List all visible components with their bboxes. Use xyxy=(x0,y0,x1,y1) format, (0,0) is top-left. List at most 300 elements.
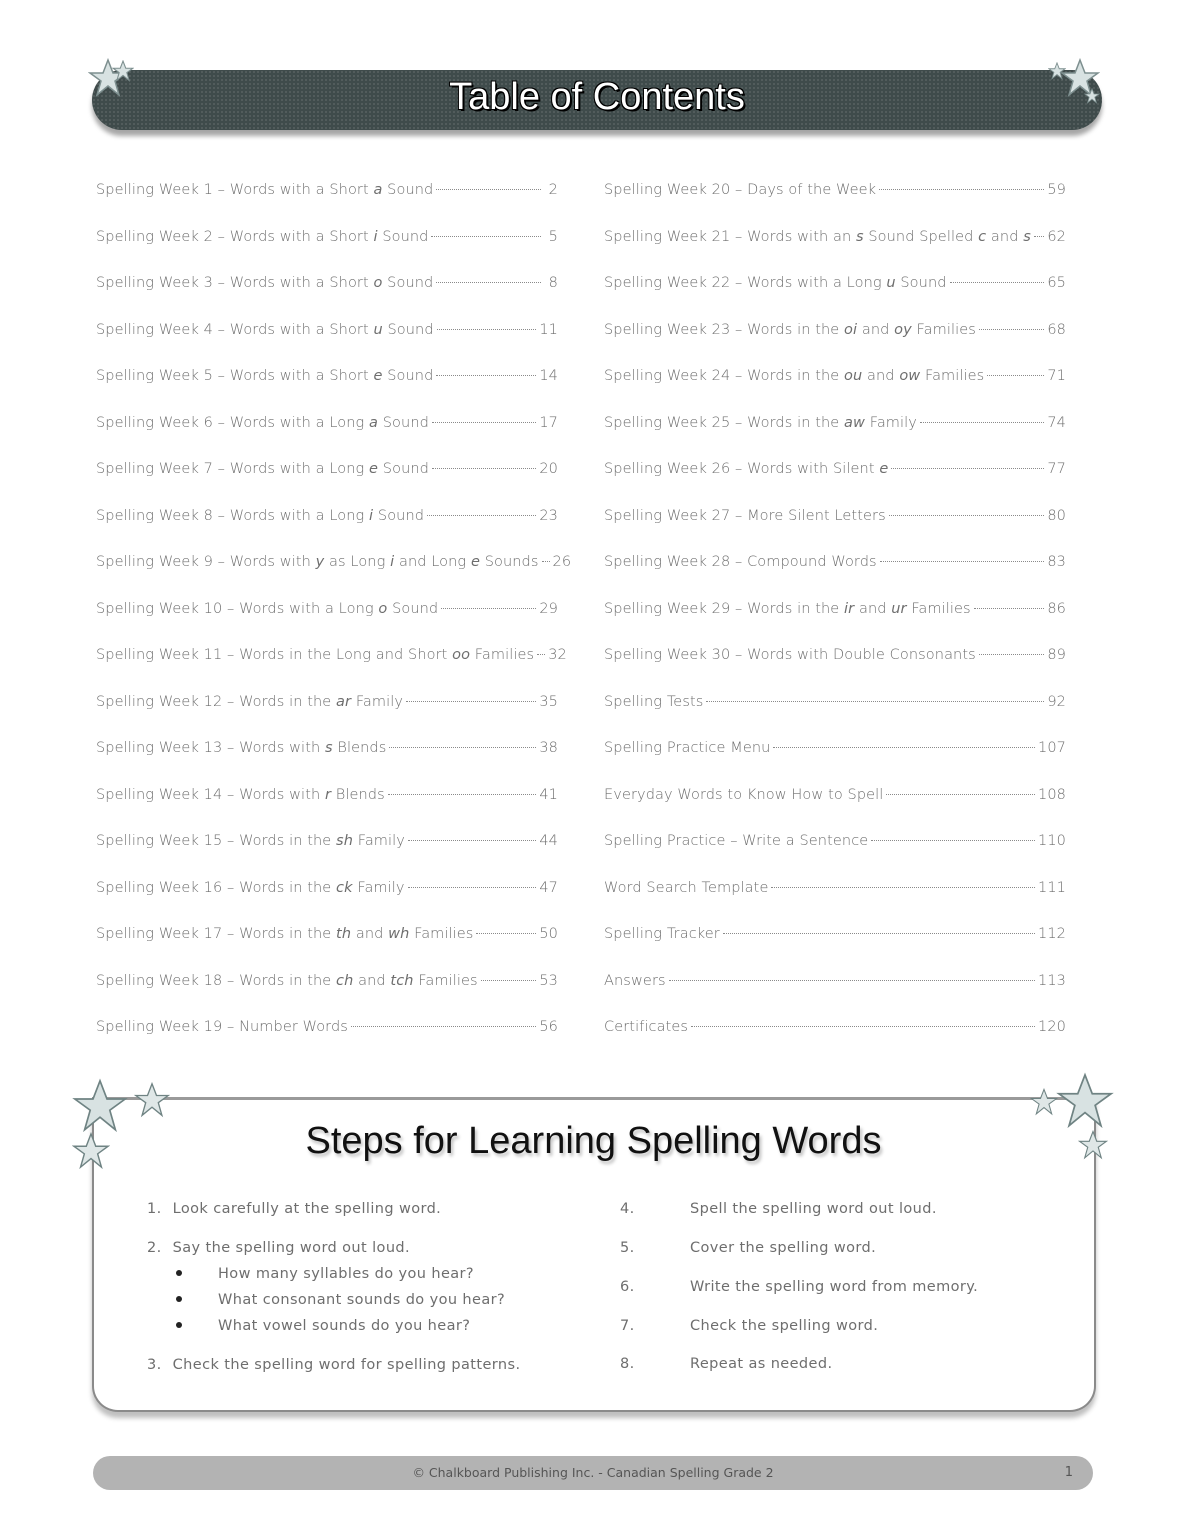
toc-page-number: 80 xyxy=(1047,507,1066,524)
toc-entry-title xyxy=(96,182,433,198)
star-icon xyxy=(72,1132,110,1170)
bullet-item xyxy=(176,1292,505,1308)
toc-page-number: 29 xyxy=(539,600,558,617)
dot-leader xyxy=(974,608,1045,609)
dot-leader xyxy=(431,236,541,237)
page-title: Table of Contents xyxy=(449,76,745,118)
toc-entry[interactable] xyxy=(604,554,1066,601)
bullet-item xyxy=(176,1266,474,1282)
dot-leader xyxy=(950,282,1045,283)
toc-text: and xyxy=(353,972,391,989)
toc-entry-title xyxy=(604,508,886,524)
toc-page-number: 47 xyxy=(539,879,558,896)
toc-entry-title xyxy=(96,973,478,989)
dot-leader xyxy=(388,794,537,795)
toc-entry[interactable] xyxy=(604,740,1066,787)
dot-leader xyxy=(886,794,1035,795)
toc-page-number: 35 xyxy=(539,693,558,710)
toc-emphasis: ow xyxy=(899,368,921,384)
toc-emphasis: s xyxy=(1023,228,1031,245)
header-banner xyxy=(92,70,1102,130)
toc-page-number: 113 xyxy=(1038,972,1066,989)
step-text: Look carefully at the spelling word. xyxy=(172,1201,442,1217)
toc-entry[interactable] xyxy=(96,694,558,741)
toc-text: Spelling Week 25 – Words in the xyxy=(604,414,845,431)
toc-page-number: 74 xyxy=(1047,414,1066,431)
toc-text: Families xyxy=(413,972,478,989)
toc-text: Spelling Practice – Write a Sentence xyxy=(604,833,869,849)
toc-text: Spelling Week 21 – Words with an xyxy=(604,228,856,245)
toc-text: Sound xyxy=(378,414,429,431)
dot-leader xyxy=(427,515,536,516)
toc-entry[interactable] xyxy=(96,833,558,880)
toc-entry[interactable] xyxy=(96,926,558,973)
toc-text: Everyday Words to Know How to Spell xyxy=(604,786,884,803)
toc-entry-title xyxy=(96,647,534,663)
step-number: 2. xyxy=(147,1240,162,1256)
toc-page-number: 77 xyxy=(1047,461,1066,477)
toc-entry-title xyxy=(604,833,868,849)
toc-text: Sound xyxy=(387,600,439,617)
step-number: 6. xyxy=(620,1279,635,1295)
step-text: Cover the spelling word. xyxy=(690,1240,877,1256)
toc-page-number: 32 xyxy=(548,647,567,663)
toc-page-number: 108 xyxy=(1038,786,1066,803)
toc-entry[interactable] xyxy=(96,554,572,601)
toc-text: and xyxy=(857,321,895,338)
steps-title: Steps for Learning Spelling Words xyxy=(305,1120,882,1162)
bullet-text: How many syllables do you hear? xyxy=(218,1266,475,1282)
toc-entry[interactable] xyxy=(96,368,558,415)
toc-emphasis: oy xyxy=(894,321,912,338)
toc-text: Spelling Week 20 – Days of the Week xyxy=(604,182,877,198)
step-text: Say the spelling word out loud. xyxy=(172,1240,411,1256)
toc-entry-title xyxy=(604,973,666,989)
toc-emphasis: i xyxy=(369,507,374,524)
toc-text: and xyxy=(351,926,389,942)
toc-text: Families xyxy=(920,368,985,384)
toc-entry[interactable] xyxy=(604,182,1066,229)
star-icon xyxy=(1056,1072,1114,1130)
bullet-icon xyxy=(176,1322,182,1328)
toc-entry-title xyxy=(96,1019,348,1035)
toc-text: Spelling Week 18 – Words in the xyxy=(96,972,337,989)
toc-entry[interactable] xyxy=(96,182,558,229)
dot-leader xyxy=(920,422,1044,423)
toc-emphasis: a xyxy=(369,414,379,431)
toc-emphasis: a xyxy=(373,182,383,198)
toc-text: Spelling Week 17 – Words in the xyxy=(96,926,337,942)
star-icon xyxy=(1084,88,1100,104)
toc-text: Spelling Week 4 – Words with a Short xyxy=(96,321,374,338)
toc-page-number: 83 xyxy=(1047,554,1066,570)
toc-emphasis: wh xyxy=(388,926,410,942)
toc-text: Sound xyxy=(382,182,434,198)
dot-leader xyxy=(542,561,550,562)
toc-entry[interactable] xyxy=(96,461,558,508)
toc-entry[interactable] xyxy=(604,1019,1066,1066)
toc-entry[interactable] xyxy=(96,740,558,787)
toc-entry-title xyxy=(604,229,1031,245)
toc-entry[interactable] xyxy=(604,880,1066,927)
toc-entry-title xyxy=(604,275,947,291)
step-item xyxy=(147,1357,520,1373)
toc-entry-title xyxy=(96,601,438,617)
toc-entry-title xyxy=(96,694,403,710)
toc-text: Spelling Week 9 – Words with xyxy=(96,554,316,570)
toc-page-number: 107 xyxy=(1038,740,1066,756)
step-number: 3. xyxy=(147,1357,162,1373)
toc-page-number: 53 xyxy=(539,972,558,989)
toc-emphasis: tch xyxy=(390,972,414,989)
toc-entry-title xyxy=(96,833,405,849)
toc-entry[interactable] xyxy=(604,368,1066,415)
dot-leader xyxy=(773,747,1035,748)
toc-entry[interactable] xyxy=(96,229,558,276)
toc-text: Spelling Week 19 – Number Words xyxy=(96,1019,348,1035)
toc-entry-title xyxy=(96,461,429,477)
dot-leader xyxy=(432,422,536,423)
toc-entry-title xyxy=(604,647,976,663)
dot-leader xyxy=(406,701,536,702)
toc-emphasis: ur xyxy=(891,600,907,617)
dot-leader xyxy=(880,561,1045,562)
dot-leader xyxy=(891,468,1044,469)
toc-entry[interactable] xyxy=(604,973,1066,1020)
toc-text: Word Search Template xyxy=(604,879,769,896)
step-text: Check the spelling word for spelling patterns. xyxy=(172,1357,521,1373)
toc-entry[interactable] xyxy=(96,973,558,1020)
toc-entry[interactable] xyxy=(604,787,1066,834)
toc-emphasis: ou xyxy=(844,368,863,384)
step-item xyxy=(147,1240,410,1256)
toc-text: Family xyxy=(352,879,405,896)
toc-text: Sound xyxy=(382,368,434,384)
toc-text: Families xyxy=(911,321,976,338)
dot-leader xyxy=(706,701,1044,702)
toc-entry-title xyxy=(604,601,971,617)
toc-emphasis: i xyxy=(390,554,395,570)
toc-emphasis: e xyxy=(373,368,383,384)
toc-page-number: 44 xyxy=(539,833,558,849)
toc-text: Spelling Week 5 – Words with a Short xyxy=(96,368,374,384)
dot-leader xyxy=(432,468,536,469)
toc-page-number: 41 xyxy=(539,786,558,803)
toc-page-number: 56 xyxy=(539,1019,558,1035)
toc-text: Spelling Week 11 – Words in the Long and Short xyxy=(96,647,453,663)
bullet-icon xyxy=(176,1296,182,1302)
toc-emphasis: aw xyxy=(844,414,865,431)
toc-page-number: 26 xyxy=(552,554,572,570)
toc-text: and Long xyxy=(394,554,471,570)
step-item xyxy=(620,1318,878,1334)
toc-emphasis: th xyxy=(336,926,352,942)
star-icon xyxy=(112,60,134,82)
toc-entry-title xyxy=(604,182,876,198)
toc-text: Spelling Week 26 – Words with Silent xyxy=(604,461,880,477)
toc-entry[interactable] xyxy=(96,880,558,927)
step-item xyxy=(620,1240,876,1256)
page-number: 1 xyxy=(1064,1465,1073,1480)
toc-page-number: 68 xyxy=(1047,321,1066,338)
dot-leader xyxy=(436,189,541,190)
dot-leader xyxy=(389,747,536,748)
star-icon xyxy=(72,1078,128,1134)
toc-page-number: 92 xyxy=(1047,693,1066,710)
step-item xyxy=(620,1356,832,1372)
star-icon xyxy=(1078,1130,1108,1160)
toc-entry-title xyxy=(96,926,473,942)
step-number: 1. xyxy=(147,1201,162,1217)
toc-entry-title xyxy=(96,415,429,431)
toc-entry-title xyxy=(96,508,424,524)
toc-text: as Long xyxy=(324,554,391,570)
toc-page-number: 38 xyxy=(539,740,558,756)
toc-entry[interactable] xyxy=(604,275,1066,322)
dot-leader xyxy=(436,375,536,376)
toc-entry-title xyxy=(604,1019,688,1035)
toc-text: Family xyxy=(865,414,917,431)
star-icon xyxy=(134,1082,170,1118)
toc-text: Spelling Week 28 – Compound Words xyxy=(604,554,877,570)
toc-text: Sound xyxy=(373,507,425,524)
star-icon xyxy=(1030,1088,1058,1116)
toc-page-number: 86 xyxy=(1047,600,1066,617)
toc-emphasis: oo xyxy=(452,647,471,663)
toc-emphasis: u xyxy=(373,321,383,338)
toc-text: Sound xyxy=(378,461,429,477)
toc-text: Spelling Week 29 – Words in the xyxy=(604,600,845,617)
toc-entry-title xyxy=(604,740,770,756)
toc-entry[interactable] xyxy=(604,461,1066,508)
toc-emphasis: o xyxy=(373,275,383,291)
copyright-text: © Chalkboard Publishing Inc. - Canadian Spelling Grade 2 xyxy=(412,1465,774,1480)
toc-emphasis: e xyxy=(470,554,480,570)
bullet-icon xyxy=(176,1270,182,1276)
toc-emphasis: u xyxy=(886,275,896,291)
toc-text: Spelling Week 10 – Words with a Long xyxy=(96,600,379,617)
toc-page-number: 20 xyxy=(539,461,558,477)
toc-page-number: 11 xyxy=(539,321,558,338)
toc-text: Spelling Tracker xyxy=(604,926,720,942)
toc-emphasis: s xyxy=(855,228,864,245)
toc-entry-title xyxy=(604,926,720,942)
toc-entry[interactable] xyxy=(604,508,1066,555)
dot-leader xyxy=(408,840,536,841)
toc-text: Spelling Week 22 – Words with a Long xyxy=(604,275,887,291)
dot-leader xyxy=(987,375,1044,376)
toc-text: and xyxy=(986,228,1024,245)
dot-leader xyxy=(723,933,1035,934)
dot-leader xyxy=(979,329,1044,330)
toc-emphasis: ck xyxy=(336,879,353,896)
toc-text: Certificates xyxy=(604,1019,689,1035)
toc-text: Spelling Week 6 – Words with a Long xyxy=(96,414,370,431)
toc-text: Spelling Week 1 – Words with a Short xyxy=(96,182,374,198)
dot-leader xyxy=(771,887,1035,888)
toc-entry-title xyxy=(604,322,976,338)
toc-entry[interactable] xyxy=(96,601,558,648)
toc-text: Spelling Week 16 – Words in the xyxy=(96,879,337,896)
bullet-text: What vowel sounds do you hear? xyxy=(218,1318,471,1334)
toc-emphasis: r xyxy=(324,786,332,803)
toc-page-number: 111 xyxy=(1038,879,1066,896)
toc-page-number: 65 xyxy=(1047,275,1066,291)
toc-text: Spelling Week 15 – Words in the xyxy=(96,833,337,849)
toc-text: Spelling Week 2 – Words with a Short xyxy=(96,228,374,245)
toc-text: Sounds xyxy=(479,554,539,570)
toc-entry[interactable] xyxy=(96,647,567,694)
toc-entry[interactable] xyxy=(96,322,558,369)
dot-leader xyxy=(879,189,1044,190)
toc-text: Spelling Tests xyxy=(604,693,704,710)
toc-entry-title xyxy=(96,880,405,896)
toc-emphasis: ar xyxy=(336,693,352,710)
toc-emphasis: c xyxy=(978,228,987,245)
step-number: 4. xyxy=(620,1201,635,1217)
bullet-text: What consonant sounds do you hear? xyxy=(218,1292,506,1308)
toc-entry-title xyxy=(96,740,386,756)
toc-entry-title xyxy=(604,461,888,477)
dot-leader xyxy=(441,608,536,609)
step-text: Check the spelling word. xyxy=(690,1318,879,1334)
star-icon xyxy=(1048,62,1066,80)
toc-text: Sound xyxy=(382,275,434,291)
toc-entry[interactable] xyxy=(604,647,1066,694)
toc-text: Spelling Week 3 – Words with a Short xyxy=(96,275,374,291)
toc-text: Blends xyxy=(331,786,385,803)
step-item xyxy=(620,1279,978,1295)
step-number: 8. xyxy=(620,1356,635,1372)
toc-entry-title xyxy=(604,694,703,710)
toc-entry[interactable] xyxy=(604,415,1066,462)
footer-bar xyxy=(93,1456,1093,1490)
toc-page-number: 71 xyxy=(1047,368,1066,384)
toc-text: Spelling Week 23 – Words in the xyxy=(604,321,845,338)
toc-entry[interactable] xyxy=(96,787,558,834)
toc-entry-title xyxy=(604,787,883,803)
toc-text: Sound xyxy=(895,275,947,291)
dot-leader xyxy=(481,980,537,981)
step-item xyxy=(620,1201,937,1217)
toc-text: Sound Spelled xyxy=(863,228,979,245)
dot-leader xyxy=(476,933,536,934)
toc-emphasis: s xyxy=(324,740,333,756)
toc-entry-title xyxy=(604,880,768,896)
dot-leader xyxy=(871,840,1035,841)
dot-leader xyxy=(669,980,1035,981)
toc-text: Families xyxy=(906,600,971,617)
toc-entry[interactable] xyxy=(96,1019,558,1066)
toc-page-number: 14 xyxy=(539,368,558,384)
dot-leader xyxy=(437,329,537,330)
toc-emphasis: e xyxy=(369,461,379,477)
toc-text: Sound xyxy=(382,321,434,338)
toc-entry[interactable] xyxy=(96,275,558,322)
toc-emphasis: sh xyxy=(336,833,353,849)
toc-entry[interactable] xyxy=(604,322,1066,369)
toc-text: Family xyxy=(353,833,405,849)
toc-text: Spelling Week 12 – Words in the xyxy=(96,693,337,710)
toc-entry[interactable] xyxy=(604,833,1066,880)
toc-page-number: 120 xyxy=(1038,1019,1066,1035)
toc-entry-title xyxy=(96,229,428,245)
toc-emphasis: y xyxy=(315,554,325,570)
step-item xyxy=(147,1201,441,1217)
toc-page-number: 17 xyxy=(539,414,558,431)
toc-left-column xyxy=(96,182,572,1066)
toc-entry-title xyxy=(96,787,385,803)
toc-page-number: 59 xyxy=(1047,182,1066,198)
dot-leader xyxy=(436,282,541,283)
dot-leader xyxy=(691,1026,1035,1027)
toc-emphasis: i xyxy=(373,228,378,245)
step-text: Write the spelling word from memory. xyxy=(690,1279,979,1295)
toc-entry-title xyxy=(604,415,917,431)
toc-text: Families xyxy=(409,926,474,942)
dot-leader xyxy=(1034,236,1044,237)
toc-emphasis: oi xyxy=(844,321,858,338)
dot-leader xyxy=(979,654,1045,655)
toc-text: Spelling Week 27 – More Silent Letters xyxy=(604,507,886,524)
dot-leader xyxy=(351,1026,536,1027)
toc-entry[interactable] xyxy=(604,694,1066,741)
toc-right-column xyxy=(604,182,1066,1066)
toc-page-number: 5 xyxy=(548,228,558,245)
toc-page-number: 112 xyxy=(1038,926,1066,942)
toc-page-number: 8 xyxy=(548,275,558,291)
toc-emphasis: ch xyxy=(336,972,354,989)
toc-entry-title xyxy=(96,554,539,570)
toc-text: and xyxy=(854,600,892,617)
toc-text: Sound xyxy=(377,228,429,245)
toc-page-number: 89 xyxy=(1047,647,1066,663)
toc-page-number: 62 xyxy=(1047,228,1066,245)
toc-page-number: 23 xyxy=(539,507,558,524)
toc-entry[interactable] xyxy=(96,415,558,462)
toc-text: Answers xyxy=(604,972,666,989)
toc-entry[interactable] xyxy=(604,229,1066,276)
toc-text: Blends xyxy=(332,740,387,756)
toc-text: Spelling Week 14 – Words with xyxy=(96,786,325,803)
toc-entry-title xyxy=(604,368,984,384)
toc-entry[interactable] xyxy=(604,601,1066,648)
toc-text: Spelling Week 24 – Words in the xyxy=(604,368,845,384)
toc-page-number: 2 xyxy=(548,182,558,198)
dot-leader xyxy=(889,515,1045,516)
toc-text: and xyxy=(862,368,900,384)
step-number: 7. xyxy=(620,1318,635,1334)
toc-text: Spelling Week 8 – Words with a Long xyxy=(96,507,370,524)
toc-page-number: 50 xyxy=(539,926,558,942)
toc-entry[interactable] xyxy=(96,508,558,555)
bullet-item xyxy=(176,1318,470,1334)
toc-page-number: 110 xyxy=(1038,833,1066,849)
toc-entry[interactable] xyxy=(604,926,1066,973)
toc-emphasis: ir xyxy=(844,600,855,617)
toc-text: Spelling Week 13 – Words with xyxy=(96,740,325,756)
step-number: 5. xyxy=(620,1240,635,1256)
toc-emphasis: e xyxy=(879,461,889,477)
step-text: Spell the spelling word out loud. xyxy=(690,1201,937,1217)
dot-leader xyxy=(537,654,545,655)
toc-text: Spelling Week 30 – Words with Double Consonants xyxy=(604,647,976,663)
toc-entry-title xyxy=(96,368,433,384)
dot-leader xyxy=(408,887,537,888)
toc-text: Family xyxy=(351,693,404,710)
toc-entry-title xyxy=(96,322,434,338)
toc-emphasis: o xyxy=(378,600,388,617)
